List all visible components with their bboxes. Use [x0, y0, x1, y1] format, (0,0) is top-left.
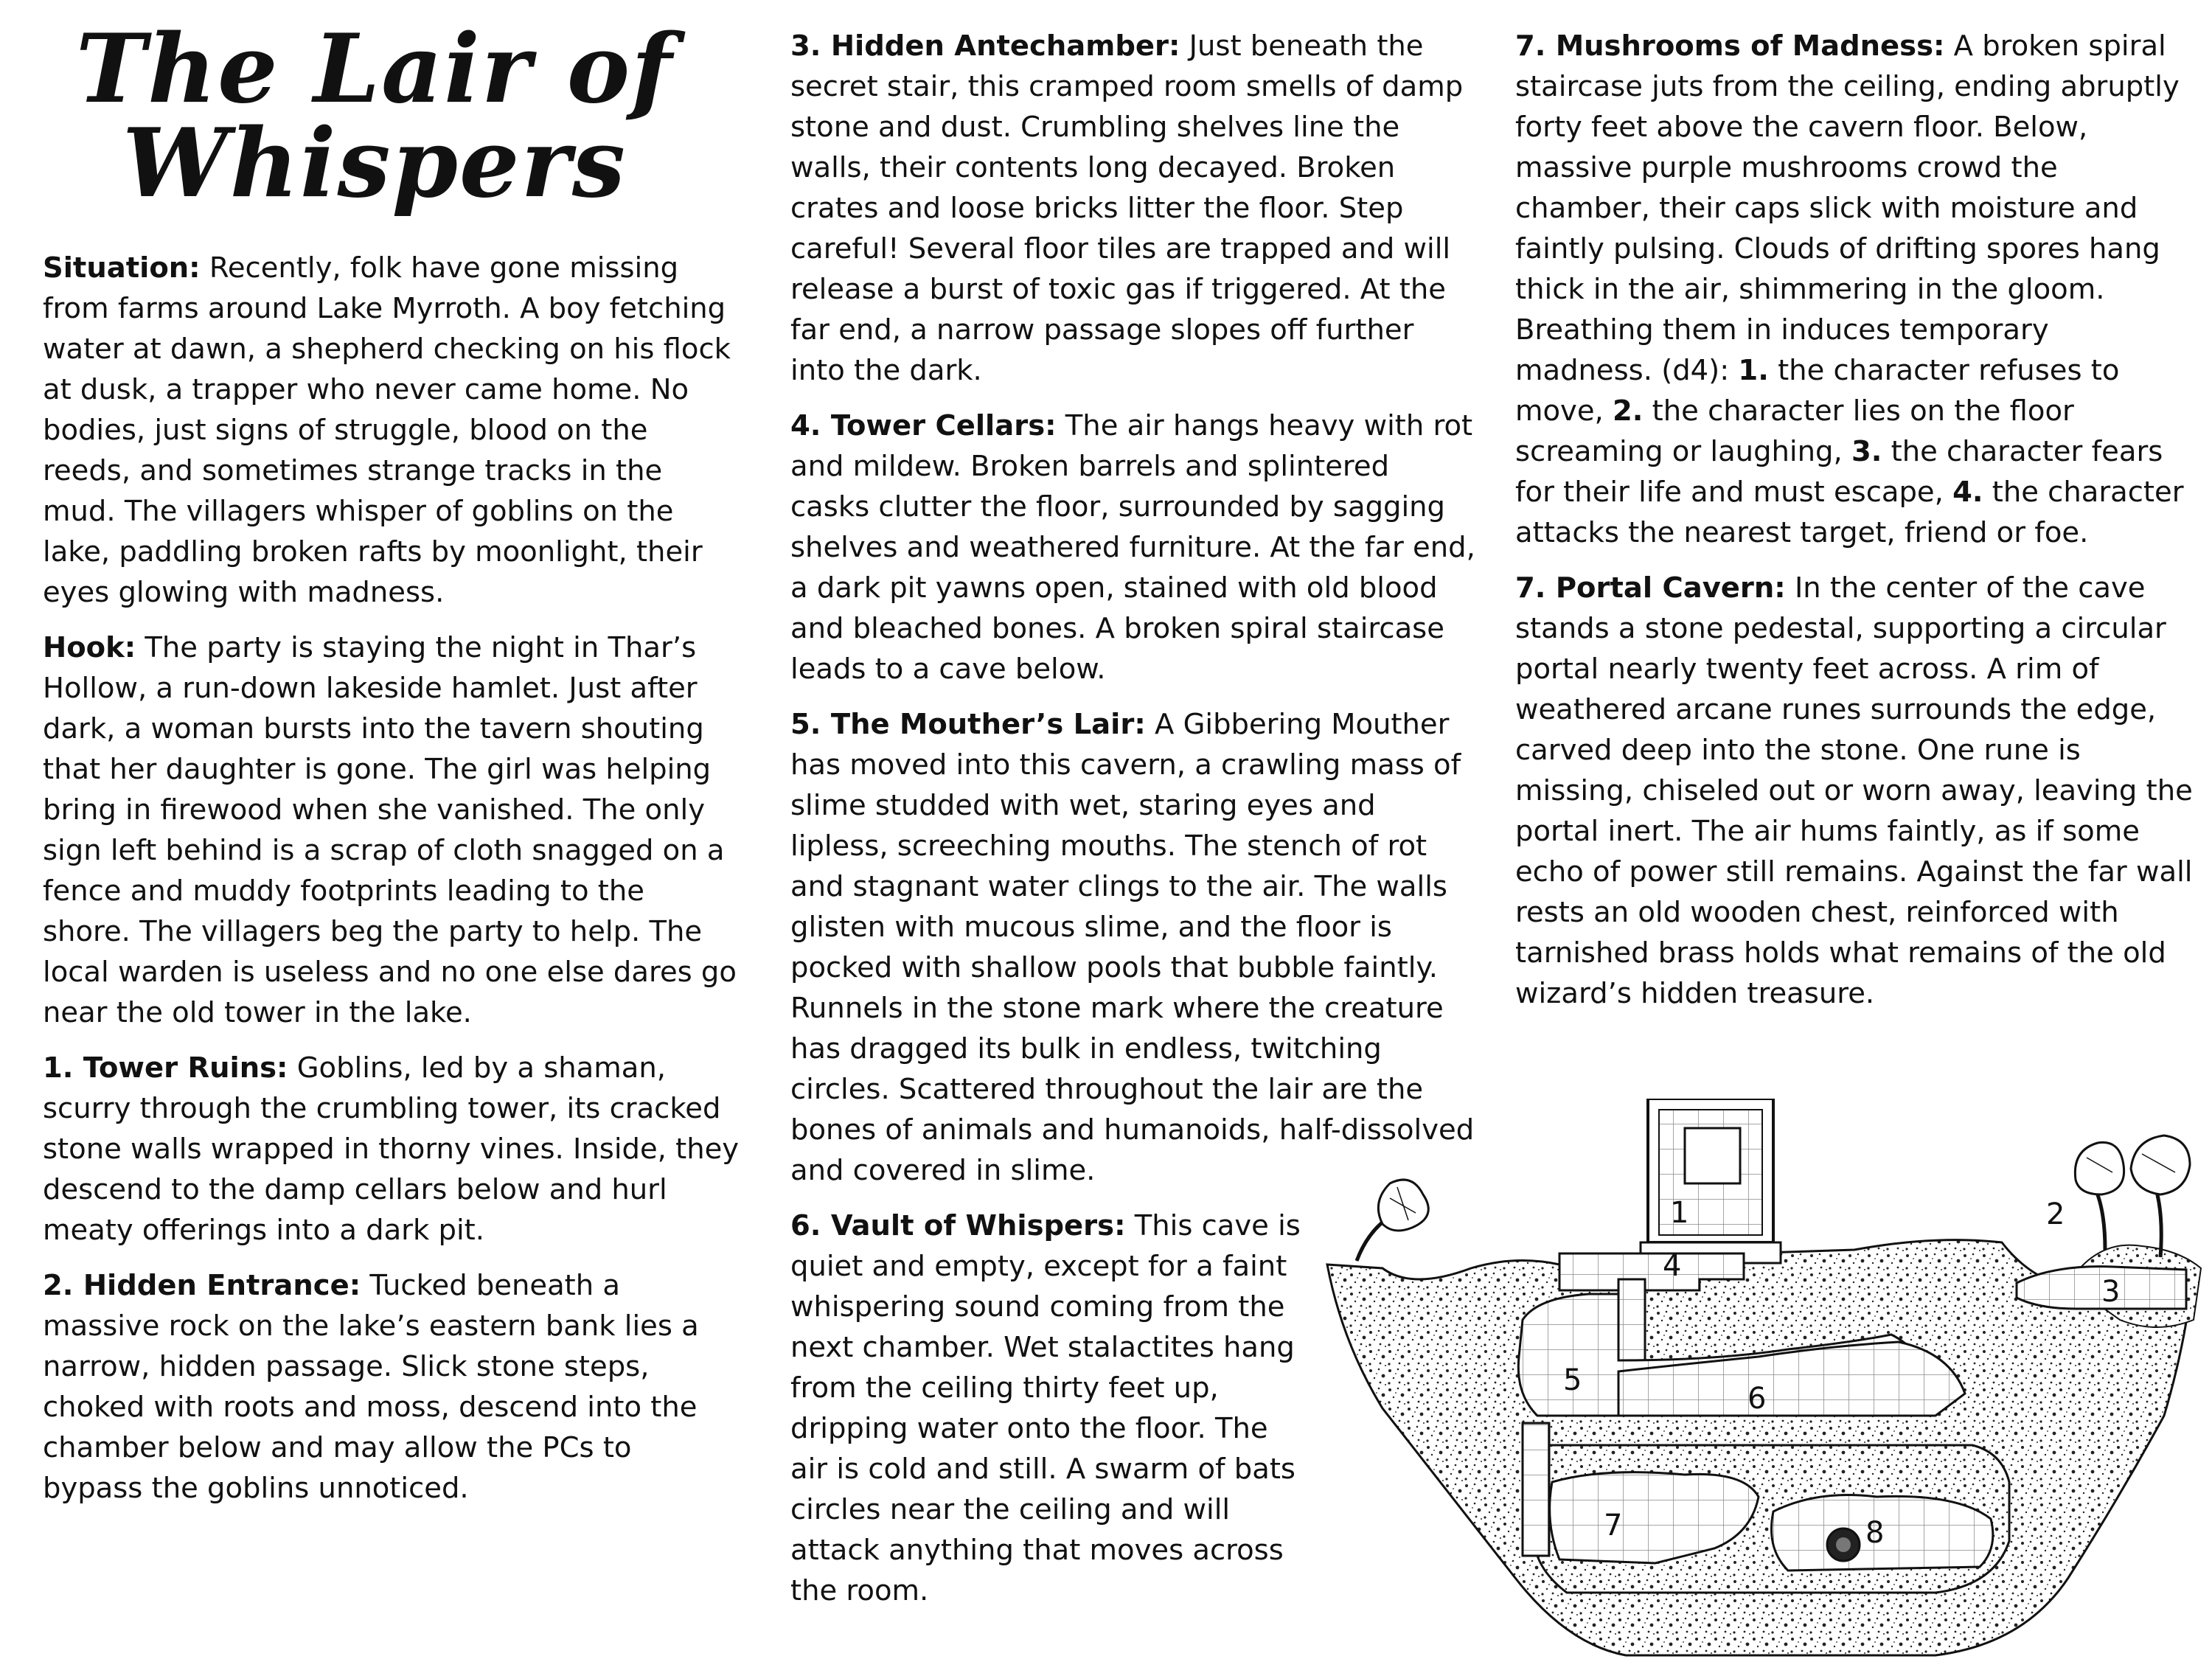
hook-section	[43, 627, 740, 1033]
portal-section	[1515, 568, 2194, 1014]
situation-text: Recently, folk have gone missing from farms around Lake Myrroth. A boy fetching water at dawn, a shepherd checking on his flock at dusk, a trapper who never came home. No bodies, just signs of struggle, blood on the reeds, and sometimes strange tracks in the mud. The villagers whisper of goblins on the lake, paddling broken rafts by moonlight, their eyes glowing with madness.	[43, 251, 731, 609]
antechamber-text: Just beneath the secret stair, this cramped room smells of damp stone and dust. Crumbling shelves line the walls, their contents long decayed. Broken crates and loose bricks litter the floor. Step careful! Several floor tiles are trapped and will release a burst of toxic gas if triggered. At the far end, a narrow passage slopes off further into the dark.	[790, 29, 1464, 387]
map-label-4: 4	[1663, 1249, 1682, 1283]
map-label-8: 8	[1865, 1516, 1885, 1550]
madness-option-2-number: 2.	[1613, 394, 1644, 428]
title-line-1: The Lair of	[75, 14, 674, 125]
mushrooms-heading: 7. Mushrooms of Madness:	[1515, 29, 1945, 63]
map-label-5: 5	[1563, 1363, 1582, 1397]
tower-ruins-drawing	[1641, 1099, 1781, 1263]
hidden-entrance-text: Tucked beneath a massive rock on the lake’s eastern bank lies a narrow, hidden passage. Slick stone steps, choked with roots and moss, descend into the chamber below and may allow the PCs to bypass the goblins unnoticed.	[43, 1269, 699, 1505]
antechamber-heading: 3. Hidden Antechamber:	[790, 29, 1180, 63]
mushrooms-section	[1515, 26, 2194, 553]
mouther-text: A Gibbering Mouther has moved into this cavern, a crawling mass of slime studded with wet, staring eyes and lipless, screeching mouths. The stench of rot and stagnant water clings to the air. The walls glisten with mucous slime, and the floor is pocked with shallow pools that bubble faintly. Runnels in the stone mark where the creature has dragged its bulk in endless, twitching circles. Scattered throughout the lair are the bones of animals and humanoids, half-dissolved and covered in slime.	[790, 708, 1475, 1187]
portal-text: In the center of the cave stands a stone pedestal, supporting a circular portal nearly twenty feet across. A rim of weathered arcane runes surrounds the edge, carved deep into the stone. One rune is missing, chiseled out or worn away, leaving the portal inert. The air hums faintly, as if some echo of power still remains. Against the far wall rests an old wooden chest, reinforced with tarnished brass holds what remains of the old wizard’s hidden treasure.	[1515, 571, 2193, 1010]
map-label-6: 6	[1747, 1382, 1767, 1416]
dungeon-map	[1272, 1099, 2205, 1659]
dungeon-map-svg	[1272, 1099, 2205, 1659]
map-label-1: 1	[1670, 1196, 1689, 1230]
map-label-7: 7	[1604, 1509, 1623, 1543]
vault-heading: 6. Vault of Whispers:	[790, 1209, 1126, 1242]
map-label-2: 2	[2046, 1197, 2065, 1231]
situation-section	[43, 248, 740, 613]
portal-heading: 7. Portal Cavern:	[1515, 571, 1786, 605]
madness-option-3-text: the character fears for their life and must escape,	[1515, 435, 2163, 509]
map-label-3: 3	[2101, 1275, 2121, 1309]
mushrooms-text: A broken spiral staircase juts from the ceiling, ending abruptly forty feet above the cavern floor. Below, massive purple mushrooms crowd the chamber, their caps slick with moisture and faintly pulsing. Clouds of drifting spores hang thick in the air, shimmering in the gloom. Breathing them in induces temporary madness. (d4):	[1515, 29, 2180, 387]
left-column	[43, 0, 740, 1509]
madness-option-1-number: 1.	[1738, 354, 1769, 387]
madness-option-4-text: the character attacks the nearest target, friend or foe.	[1515, 476, 2184, 549]
antechamber-section	[790, 26, 1476, 391]
page-title	[43, 14, 706, 219]
vault-text: This cave is quiet and empty, except for a faint whispering sound coming from the next chamber. Wet stalactites hang from the ceiling thirty feet up, dripping water onto the floor. The air is cold and still. A swarm of bats circles near the ceiling and will attack anything that moves across the room.	[790, 1209, 1301, 1607]
hook-heading: Hook:	[43, 631, 136, 664]
vault-section	[790, 1206, 1307, 1611]
cellars-text: The air hangs heavy with rot and mildew. Broken barrels and splintered casks clutter the floor, surrounded by sagging shelves and weathered furniture. At the far end, a dark pit yawns open, stained with old blood and bleached bones. A broken spiral staircase leads to a cave below.	[790, 409, 1475, 686]
cellars-section	[790, 406, 1476, 689]
tower-ruins-heading: 1. Tower Ruins:	[43, 1051, 288, 1085]
hidden-entrance-heading: 2. Hidden Entrance:	[43, 1269, 361, 1302]
madness-option-2-text: the character lies on the floor screaming or laughing,	[1515, 394, 2074, 468]
tower-ruins-section	[43, 1048, 740, 1251]
situation-heading: Situation:	[43, 251, 201, 285]
hidden-entrance-section	[43, 1265, 740, 1509]
broken-stair-to-7	[1523, 1423, 1549, 1556]
tree-left-icon	[1357, 1180, 1428, 1261]
cellars-heading: 4. Tower Cellars:	[790, 409, 1057, 442]
title-line-2: Whispers	[122, 108, 627, 219]
hook-text: The party is staying the night in Thar’s Hollow, a run-down lakeside hamlet. Just after dark, a woman bursts into the tavern shouting that her daughter is gone. The girl was helping bring in firewood when she vanished. The only sign left behind is a scrap of cloth snagged on a fence and muddy footprints leading to the shore. The villagers beg the party to help. The local warden is useless and no one else dares go near the old tower in the lake.	[43, 631, 737, 1029]
madness-option-1-text: the character refuses to move,	[1515, 354, 2120, 428]
mouther-heading: 5. The Mouther’s Lair:	[790, 708, 1146, 741]
right-column	[1515, 0, 2194, 1014]
madness-option-3-number: 3.	[1851, 435, 1882, 468]
madness-option-4-number: 4.	[1952, 476, 1983, 509]
tree-right-icon	[2075, 1135, 2190, 1257]
tower-ruins-text: Goblins, led by a shaman, scurry through the crumbling tower, its cracked stone walls wrapped in thorny vines. Inside, they descend to the damp cellars below and hurl meaty offerings into a dark pit.	[43, 1051, 740, 1247]
